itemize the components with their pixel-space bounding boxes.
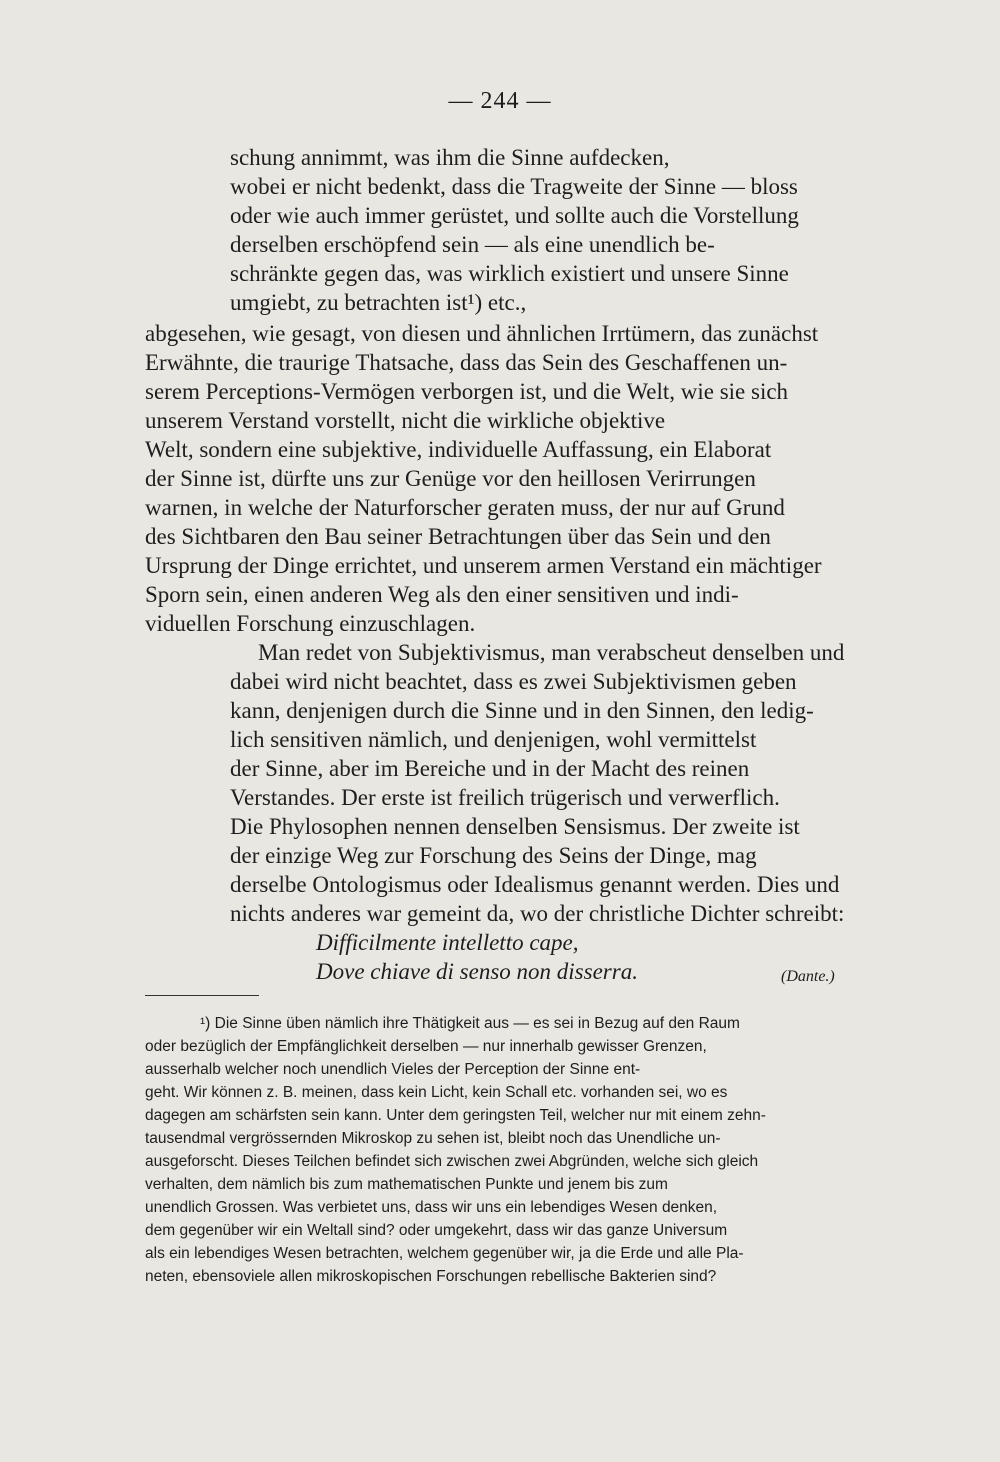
quote-attribution: (Dante.) bbox=[781, 968, 835, 985]
body-line: kann, denjenigen durch die Sinne und in den Sinnen, den ledig- bbox=[230, 698, 814, 723]
body-line: abgesehen, wie gesagt, von diesen und ähnlichen Irrtümern, das zunächst bbox=[145, 321, 819, 346]
quote-line: Dove chiave di senso non disserra. bbox=[316, 959, 638, 984]
body-line: oder wie auch immer gerüstet, und sollte auch die Vorstellung bbox=[230, 203, 799, 228]
footnote-line: als ein lebendiges Wesen betrachten, welchem gegenüber wir, ja die Erde und alle Pla- bbox=[145, 1245, 744, 1262]
footnote-line: dem gegenüber wir ein Weltall sind? oder umgekehrt, dass wir das ganze Universum bbox=[145, 1222, 728, 1239]
body-line: Die Phylosophen nennen denselben Sensismus. Der zweite ist bbox=[230, 814, 800, 839]
body-line: unserem Verstand vorstellt, nicht die wirkliche objektive bbox=[145, 408, 666, 433]
footnote-line: dagegen am schärfsten sein kann. Unter dem geringsten Teil, welcher nur mit einem zehn- bbox=[145, 1107, 766, 1124]
footnote-line: verhalten, dem nämlich bis zum mathematischen Punkte und jenem bis zum bbox=[145, 1176, 668, 1193]
body-line: Sporn sein, einen anderen Weg als den einer sensitiven und indi- bbox=[145, 582, 739, 607]
body-line: lich sensitiven nämlich, und denjenigen, wohl vermittelst bbox=[230, 727, 757, 752]
body-line: schung annimmt, was ihm die Sinne aufdecken, bbox=[230, 145, 670, 170]
footnote-line: neten, ebensoviele allen mikroskopischen Forschungen rebellische Bakterien sind? bbox=[145, 1268, 717, 1285]
quote-line: Difficilmente intelletto cape, bbox=[316, 930, 579, 955]
body-line: wobei er nicht bedenkt, dass die Tragweite der Sinne — bloss bbox=[230, 174, 798, 199]
body-line: derselbe Ontologismus oder Idealismus genannt werden. Dies und bbox=[230, 872, 840, 897]
body-line: viduellen Forschung einzuschlagen. bbox=[145, 611, 476, 636]
body-line: Ursprung der Dinge errichtet, und unserem armen Verstand ein mächtiger bbox=[145, 553, 822, 578]
body-line: dabei wird nicht beachtet, dass es zwei Subjektivismen geben bbox=[230, 669, 797, 694]
footnote-line: ¹) Die Sinne üben nämlich ihre Thätigkeit aus — es sei in Bezug auf den Raum bbox=[200, 1015, 740, 1032]
footnote-line: geht. Wir können z. B. meinen, dass kein Licht, kein Schall etc. vorhanden sei, wo es bbox=[145, 1084, 728, 1101]
footnote-line: ausgeforscht. Dieses Teilchen befindet sich zwischen zwei Abgründen, welche sich gleich bbox=[145, 1153, 759, 1170]
body-line: umgiebt, zu betrachten ist¹) etc., bbox=[230, 290, 527, 315]
body-line: der einzige Weg zur Forschung des Seins der Dinge, mag bbox=[230, 843, 757, 868]
body-line: der Sinne, aber im Bereiche und in der Macht des reinen bbox=[230, 756, 750, 781]
body-line: Welt, sondern eine subjektive, individuelle Auffassung, ein Elaborat bbox=[145, 437, 772, 462]
footnote-line: tausendmal vergrössernden Mikroskop zu sehen ist, bleibt noch das Unendliche un- bbox=[145, 1130, 721, 1147]
body-line: Verstandes. Der erste ist freilich trügerisch und verwerflich. bbox=[230, 785, 780, 810]
body-line: des Sichtbaren den Bau seiner Betrachtungen über das Sein und den bbox=[145, 524, 771, 549]
body-line: serem Perceptions-Vermögen verborgen ist, und die Welt, wie sie sich bbox=[145, 379, 789, 404]
page-number: — 244 — bbox=[448, 88, 552, 114]
body-line: derselben erschöpfend sein — als eine unendlich be- bbox=[230, 232, 715, 257]
footnote-line: unendlich Grossen. Was verbietet uns, dass wir uns ein lebendiges Wesen denken, bbox=[145, 1199, 718, 1216]
footnote-line: oder bezüglich der Empfänglichkeit derselben — nur innerhalb gewisser Grenzen, bbox=[145, 1038, 707, 1055]
body-line: Man redet von Subjektivismus, man verabscheut denselben und bbox=[258, 640, 845, 665]
footnote-rule bbox=[145, 995, 259, 996]
body-line: Erwähnte, die traurige Thatsache, dass das Sein des Geschaffenen un- bbox=[145, 350, 788, 375]
body-line: schränkte gegen das, was wirklich existiert und unsere Sinne bbox=[230, 261, 789, 286]
footnote-line: ausserhalb welcher noch unendlich Vieles der Perception der Sinne ent- bbox=[145, 1061, 641, 1078]
body-line: der Sinne ist, dürfte uns zur Genüge vor den heillosen Verirrungen bbox=[145, 466, 756, 491]
body-line: nichts anderes war gemeint da, wo der christliche Dichter schreibt: bbox=[230, 901, 845, 926]
body-line: warnen, in welche der Naturforscher geraten muss, der nur auf Grund bbox=[145, 495, 785, 520]
